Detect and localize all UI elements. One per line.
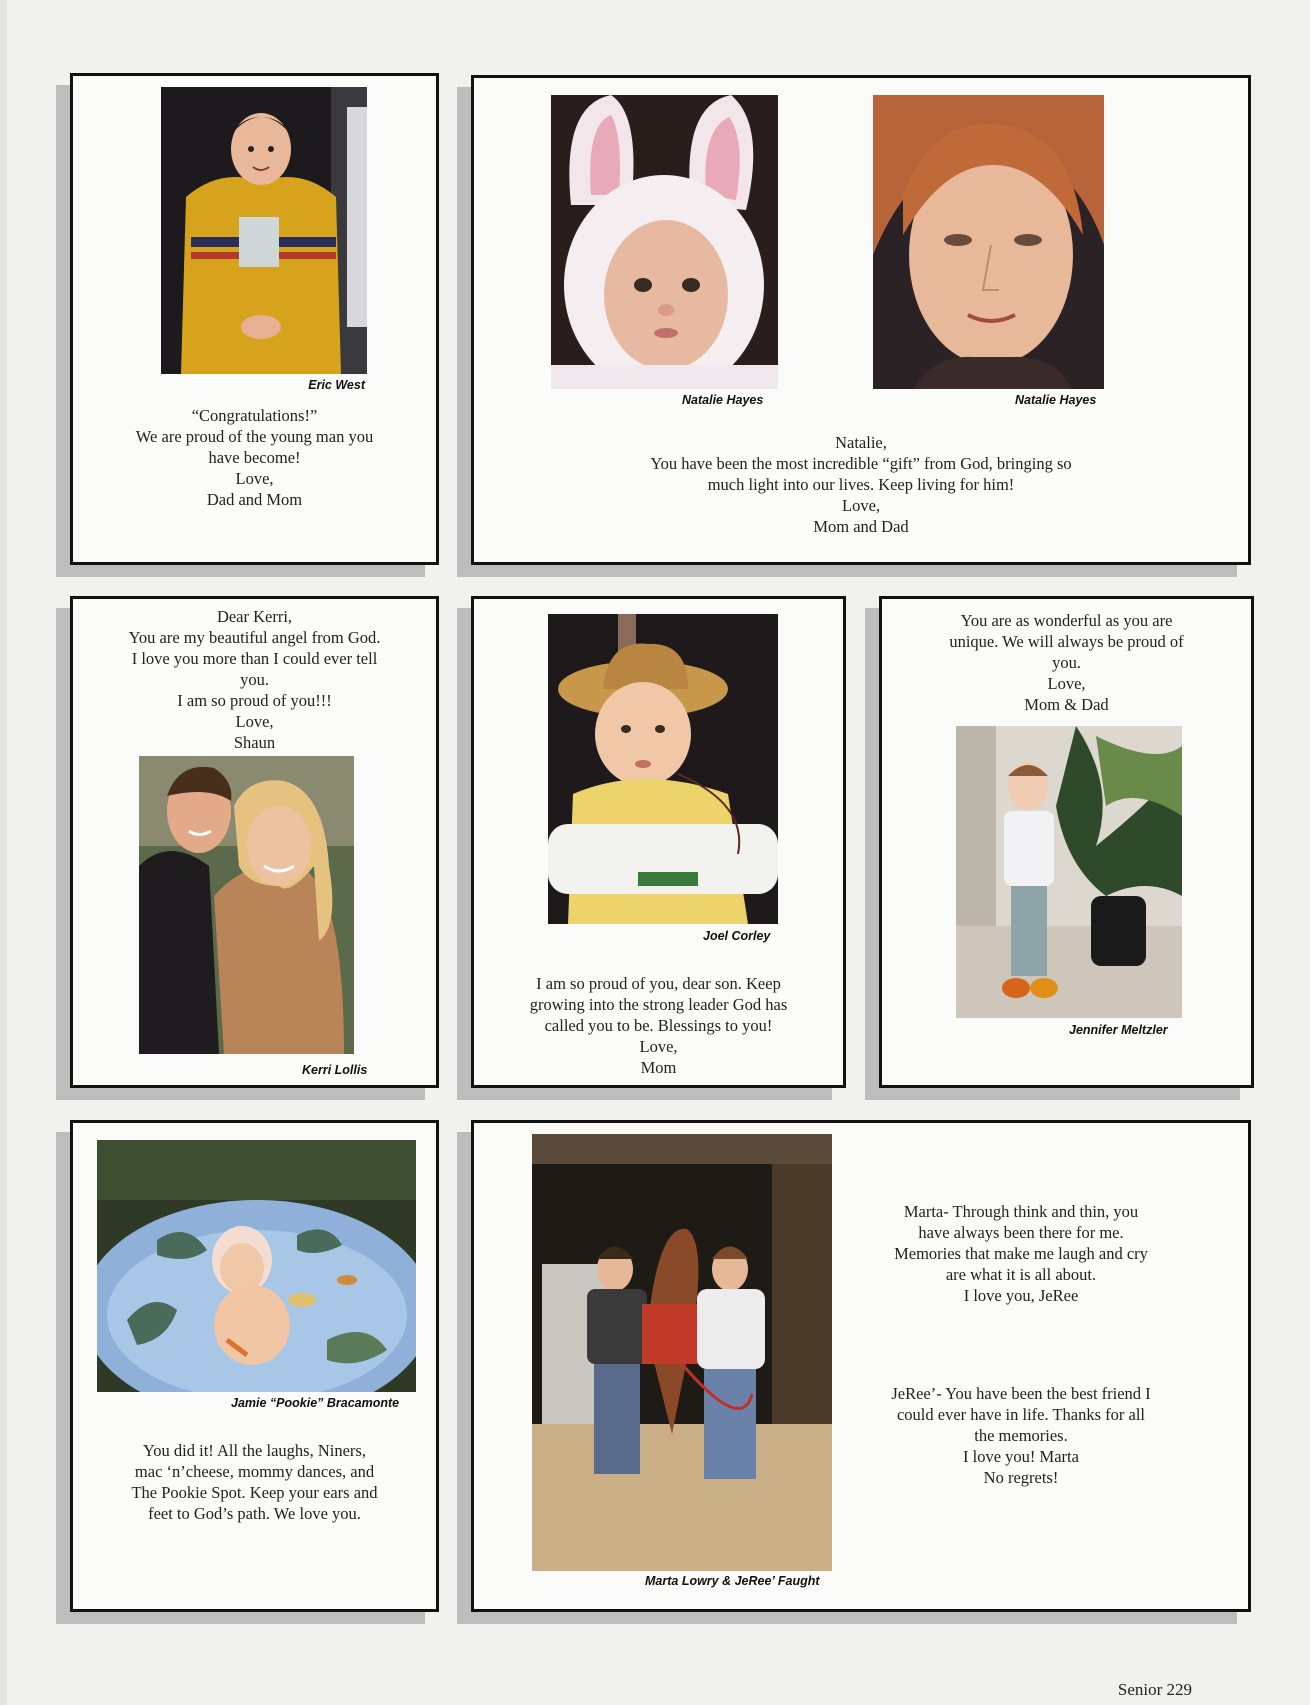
message-natalie: Natalie, You have been the most incredible “gift” from God, bringing so much light into our lives. Keep living for him! Love, Mom and Dad (650, 433, 1072, 536)
caption-jamie-bracamonte: Jamie “Pookie” Bracamonte (231, 1396, 400, 1410)
page-folio (1118, 1680, 1192, 1700)
message-jamie: You did it! All the laughs, Niners, mac ‘n’cheese, mommy dances, and The Pookie Spot. Keep your ears and feet to God’s path. We love you. (131, 1441, 378, 1523)
photo-jamie-bracamonte (97, 1140, 416, 1392)
message-kerri: Dear Kerri, You are my beautiful angel from God. I love you more than I could ever tell you. I am so proud of you!!! Love, Shaun (128, 607, 381, 752)
photo-natalie-hayes-baby (551, 95, 778, 389)
message-eric: “Congratulations!” We are proud of the young man you have become! Love, Dad and Mom (135, 406, 374, 509)
ad-box-eric (70, 73, 439, 565)
message-marta: Marta- Through think and thin, you have always been there for me. Memories that make me laugh and cry are what it is all about. I love you, JeRee (894, 1202, 1148, 1305)
message-joel: I am so proud of you, dear son. Keep growing into the strong leader God has called you to be. Blessings to you! Love, Mom (529, 974, 788, 1077)
caption-eric-west: Eric West (308, 378, 365, 392)
ad-box-jamie (70, 1120, 439, 1612)
ad-box-kerri (70, 596, 439, 1088)
caption-marta-jeree: Marta Lowry & JeRee’ Faught (645, 1574, 820, 1588)
photo-marta-jeree (532, 1134, 832, 1571)
section-label: Senior (1117, 1680, 1163, 1699)
photo-joel-corley (548, 614, 778, 924)
caption-natalie-hayes-2: Natalie Hayes (1015, 393, 1097, 407)
photo-kerri-lollis (139, 756, 354, 1054)
ad-box-natalie (471, 75, 1251, 565)
caption-kerri-lollis: Kerri Lollis (302, 1063, 368, 1077)
photo-jennifer-meltzler (956, 726, 1182, 1018)
photo-natalie-hayes-portrait (873, 95, 1104, 389)
message-jeree: JeRee’- You have been the best friend I could ever have in life. Thanks for all the memories. I love you! Marta No regrets! (891, 1384, 1151, 1487)
photo-eric-west (161, 87, 367, 374)
caption-natalie-hayes-1: Natalie Hayes (682, 393, 764, 407)
caption-joel-corley: Joel Corley (703, 929, 771, 943)
ad-box-marta (471, 1120, 1251, 1612)
caption-jennifer-meltzler: Jennifer Meltzler (1069, 1023, 1168, 1037)
page-binding-edge (0, 0, 7, 1705)
message-jennifer: You are as wonderful as you are unique. We will always be proud of you. Love, Mom & Dad (949, 611, 1184, 714)
ad-box-joel (471, 596, 846, 1088)
page-number: 229 (1166, 1680, 1192, 1699)
ad-box-jennifer (879, 596, 1254, 1088)
